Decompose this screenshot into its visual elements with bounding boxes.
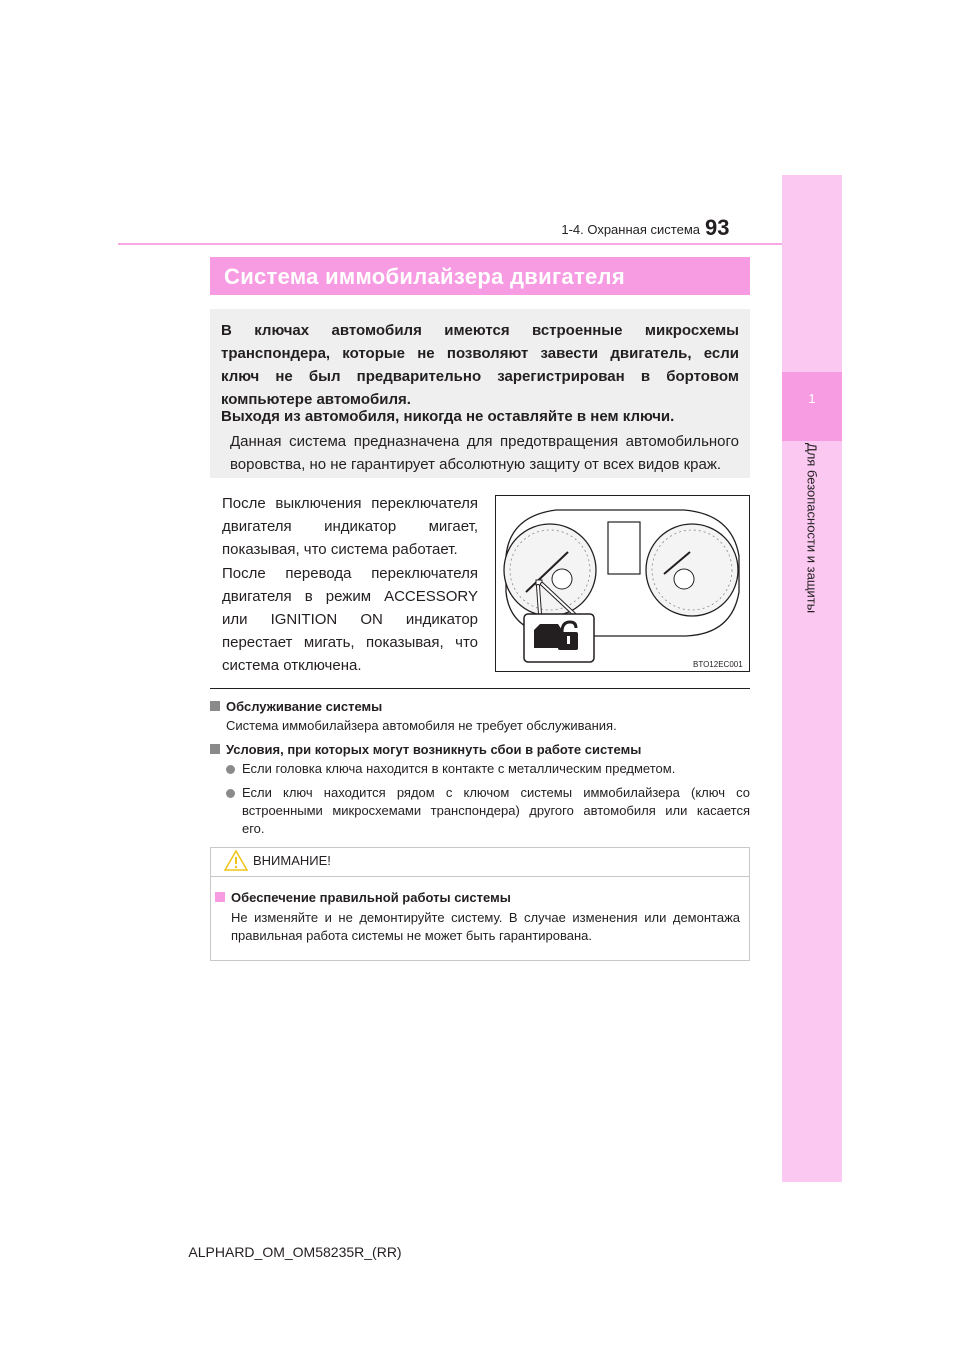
intro-box [210,309,750,478]
header-rule [118,243,782,245]
intro-note-line: воровства, но не гарантирует абсолютную защиту от всех видов краж. [230,456,722,473]
paragraph-line: перестает мигать, показывая, что [222,634,478,651]
caution-heading-text: Обеспечение правильной работы системы [231,890,511,905]
paragraph-line: показывая, что система работает. [222,541,458,558]
intro-line: ключ не был предварительно зарегистрирован в бортовом [221,368,739,385]
round-bullet-icon [226,789,235,798]
square-bullet-icon [210,744,220,754]
intro-note-line: Данная система предназначена для предотвращения автомобильного [230,433,739,450]
figure-code: BTO12EC001 [693,660,743,669]
paragraph-line: После выключения переключателя [222,495,478,512]
section-rule [210,688,750,689]
square-bullet-icon [210,701,220,711]
side-tab-chapter-marker [782,372,842,441]
chapter-title: Для безопасности и защиты [804,442,820,614]
instrument-cluster-figure [495,495,750,672]
intro-line: транспондера, которые не позволяют завести двигатель, если [221,345,739,362]
caution-title: ВНИМАНИЕ! [253,853,331,868]
section-title: 1-4. Охранная система [561,222,700,237]
chapter-number: 1 [808,391,816,406]
condition-bullet-line: встроенными микросхемами транспондера) другого автомобиля или касается [242,803,750,818]
caution-text-line: Не изменяйте и не демонтируйте систему. В случае изменения или демонтажа [231,910,740,925]
caution-header-rule [211,876,749,877]
intro-line: компьютере автомобиля. [221,391,411,408]
condition-bullet-line: Если ключ находится рядом с ключом системы иммобилайзера (ключ со [242,785,750,800]
caution-text-line: правильная работа системы не может быть гарантирована. [231,928,593,943]
square-bullet-icon [215,892,225,902]
page-title: Система иммобилайзера двигателя [224,264,625,289]
side-tab [782,175,842,1182]
maintenance-text: Система иммобилайзера автомобиля не требует обслуживания. [226,718,617,733]
instrument-cluster-illustration [496,496,749,671]
paragraph-line: двигателя индикатор мигает, [222,518,478,535]
paragraph-line: система отключена. [222,657,362,674]
paragraph-line: двигателя в режим ACCESSORY [222,588,478,605]
conditions-heading-text: Условия, при которых могут возникнуть сбои в работе системы [226,742,642,757]
intro-line: В ключах автомобиля имеются встроенные микросхемы [221,322,739,339]
caution-heading [215,890,511,905]
maintenance-heading [210,699,382,714]
title-bar [210,257,750,295]
conditions-heading [210,742,641,757]
maintenance-heading-text: Обслуживание системы [226,699,383,714]
paragraph-line: или IGNITION ON индикатор [222,611,478,628]
condition-bullet-line: его. [242,821,265,836]
footer-model-code: ALPHARD_OM_OM58235R_(RR) [188,1244,402,1260]
page-number: 93 [705,215,730,240]
paragraph-line: После перевода переключателя [222,565,478,582]
condition-bullet: Если головка ключа находится в контакте с металлическим предметом. [242,761,676,776]
round-bullet-icon [226,765,235,774]
warning-triangle-icon [224,850,248,871]
intro-warning: Выходя из автомобиля, никогда не оставляйте в нем ключи. [221,408,675,425]
